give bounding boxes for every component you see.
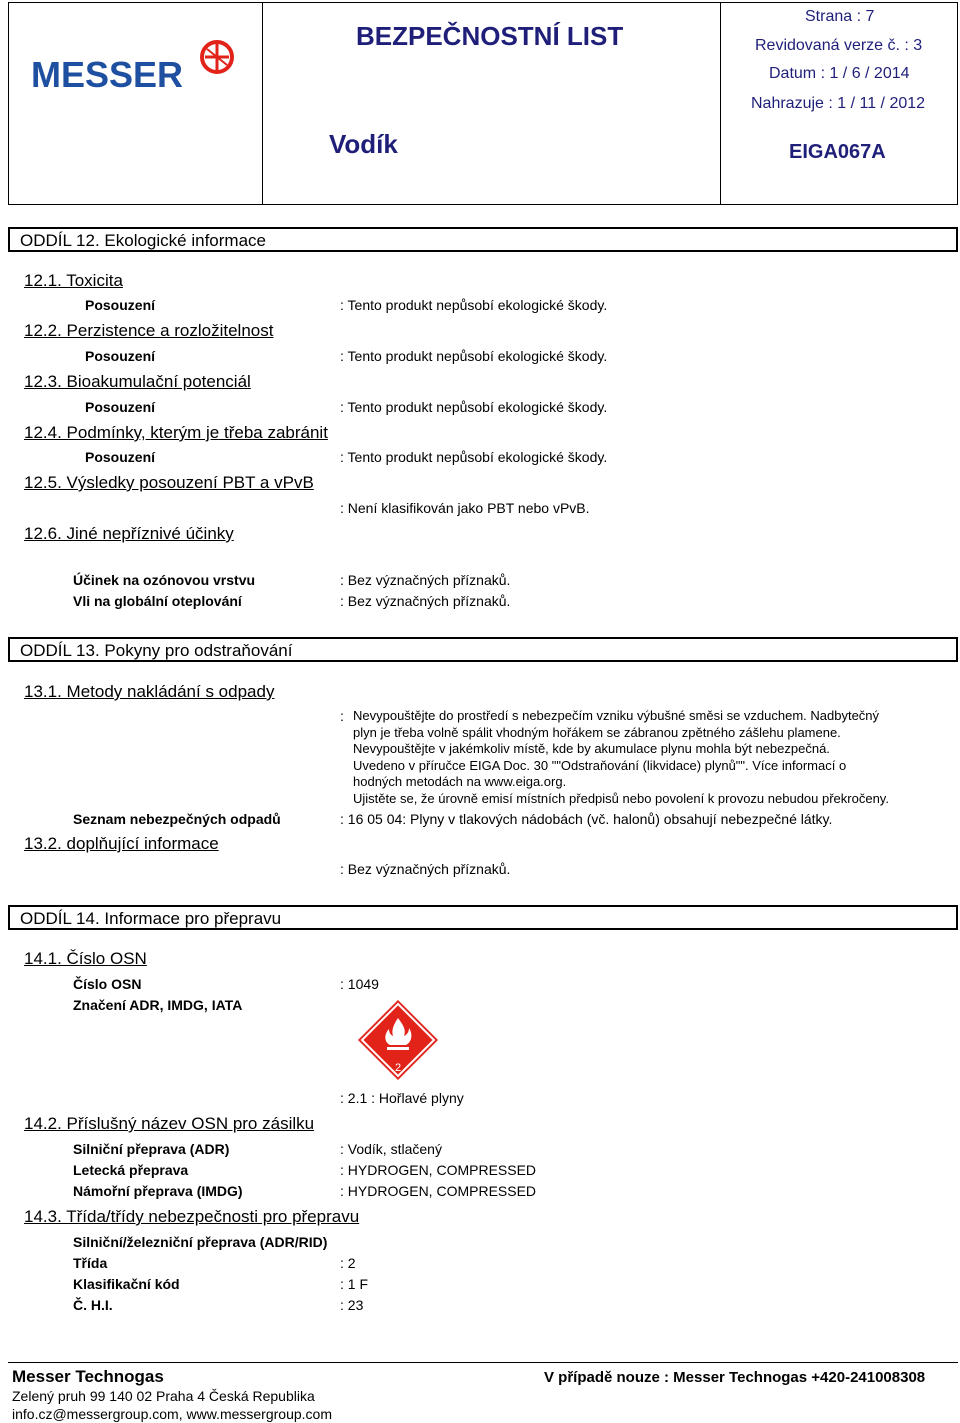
section-12-bar: ODDÍL 12. Ekologické informace	[8, 227, 958, 252]
hin-label: Č. H.I.	[73, 1297, 113, 1313]
section-13-bar: ODDÍL 13. Pokyny pro odstraňování	[8, 637, 958, 662]
road-label: Silniční přeprava (ADR)	[73, 1141, 230, 1157]
air-label: Letecká přeprava	[73, 1162, 189, 1178]
waste-value: : 16 05 04: Plyny v tlakových nádobách (vč. halonů) obsahují nebezpečné látky.	[340, 811, 833, 827]
ozone-value: : Bez význačných příznaků.	[340, 572, 511, 588]
mark-value: : 2.1 : Hořlavé plyny	[340, 1090, 464, 1106]
waste-label: Seznam nebezpečných odpadů	[73, 811, 281, 827]
warming-label: Vli na globální oteplování	[73, 593, 242, 609]
heading-13-1: 13.1. Metody nakládání s odpady	[24, 682, 275, 701]
revision: Revidovaná verze č. : 3	[755, 37, 923, 54]
extra-value: : Bez význačných příznaků.	[340, 861, 511, 877]
un-label: Číslo OSN	[73, 976, 142, 992]
heading-12-2: 12.2. Perzistence a rozložitelnost	[24, 321, 274, 340]
assess-value: : Tento produkt nepůsobí ekologické škody.	[340, 297, 608, 313]
heading-14-1: 14.1. Číslo OSN	[24, 949, 147, 968]
product-name: Vodík	[329, 129, 398, 159]
document-code: EIGA067A	[789, 141, 886, 163]
document-header	[8, 2, 958, 205]
assess-label: Posouzení	[85, 399, 156, 415]
warming-value: : Bez význačných příznaků.	[340, 593, 511, 609]
heading-14-3: 14.3. Třída/třídy nebezpečnosti pro přepravu	[24, 1207, 360, 1226]
air-value: : HYDROGEN, COMPRESSED	[340, 1162, 537, 1178]
disposal-line: plyn je třeba volně spálit vhodným hořákem se zábranou zpětného zášlehu plamene.	[353, 724, 841, 740]
revision-date: Datum : 1 / 6 / 2014	[769, 65, 910, 82]
class-value: : 2	[340, 1255, 356, 1271]
disposal-line: Nevypouštějte do prostředí s nebezpečím vzniku výbušné směsi se vzduchem. Nadbytečný	[353, 708, 880, 723]
rid-label: Silniční/železniční přeprava (ADR/RID)	[73, 1234, 328, 1250]
heading-12-4: 12.4. Podmínky, kterým je třeba zabránit	[24, 423, 328, 442]
footer-contact: info.cz@messergroup.com, www.messergroup.com	[12, 1406, 332, 1422]
assess-value: : Tento produkt nepůsobí ekologické škody.	[340, 449, 608, 465]
pbt-value: : Není klasifikován jako PBT nebo vPvB.	[340, 500, 590, 516]
assess-label: Posouzení	[85, 348, 156, 364]
disposal-line: Uvedeno v příručce EIGA Doc. 30 ""Odstraňování (likvidace) plynů"". Více informací o	[353, 757, 847, 773]
code-label: Klasifikační kód	[73, 1276, 180, 1292]
assess-value: : Tento produkt nepůsobí ekologické škody.	[340, 399, 608, 415]
messer-logo-icon	[29, 37, 244, 93]
disposal-line: Ujistěte se, že úrovně emisí místních předpisů nebo povolení k provozu nebudou překročeny.	[353, 790, 889, 806]
disposal-colon: :	[340, 708, 344, 724]
heading-12-3: 12.3. Bioakumulační potenciál	[24, 372, 251, 391]
supersedes: Nahrazuje : 1 / 11 / 2012	[751, 95, 926, 112]
road-value: : Vodík, stlačený	[340, 1141, 442, 1157]
mark-label: Značení ADR, IMDG, IATA	[73, 997, 243, 1013]
assess-label: Posouzení	[85, 449, 156, 465]
un-value: : 1049	[340, 976, 379, 992]
header-divider	[262, 3, 263, 204]
flame-icon	[356, 998, 440, 1082]
heading-13-2-text: 13.2. doplňující informace	[24, 834, 219, 853]
heading-12-1: 12.1. Toxicita	[24, 271, 123, 290]
page-number: Strana : 7	[805, 8, 875, 25]
disposal-line: Nevypouštějte v jakémkoliv místě, kde by akumulace plynu mohla být nebezpečná.	[353, 741, 830, 756]
heading-13-2	[24, 834, 219, 854]
disposal-line: hodných metodách na www.eiga.org.	[353, 774, 567, 789]
heading-12-5: 12.5. Výsledky posouzení PBT a vPvB	[24, 473, 314, 492]
assess-value: : Tento produkt nepůsobí ekologické škody.	[340, 348, 608, 364]
footer-emergency: V případě nouze : Messer Technogas +420-241008308	[544, 1369, 926, 1386]
header-divider	[720, 3, 721, 204]
flammable-gas-diamond	[356, 998, 440, 1082]
assess-label: Posouzení	[85, 297, 156, 313]
ozone-label: Účinek na ozónovou vrstvu	[73, 572, 256, 588]
sea-value: : HYDROGEN, COMPRESSED	[340, 1183, 537, 1199]
footer-divider	[8, 1362, 958, 1363]
footer-company: Messer Technogas	[12, 1367, 164, 1386]
section-14-bar: ODDÍL 14. Informace pro přepravu	[8, 905, 958, 930]
class-label: Třída	[73, 1255, 108, 1271]
sea-label: Námořní přeprava (IMDG)	[73, 1183, 243, 1199]
svg-text:2: 2	[394, 1062, 402, 1074]
document-title: BEZPEČNOSTNÍ LIST	[356, 21, 624, 51]
heading-14-2: 14.2. Příslušný název OSN pro zásilku	[24, 1114, 315, 1133]
hin-value: : 23	[340, 1297, 364, 1313]
svg-text:MESSER: MESSER	[31, 54, 184, 93]
code-value: : 1 F	[340, 1276, 369, 1292]
disposal-text	[353, 708, 889, 807]
messer-logo	[29, 37, 244, 93]
heading-12-6: 12.6. Jiné nepříznivé účinky	[24, 524, 234, 543]
footer-address: Zelený pruh 99 140 02 Praha 4 Česká Republika	[12, 1388, 315, 1404]
